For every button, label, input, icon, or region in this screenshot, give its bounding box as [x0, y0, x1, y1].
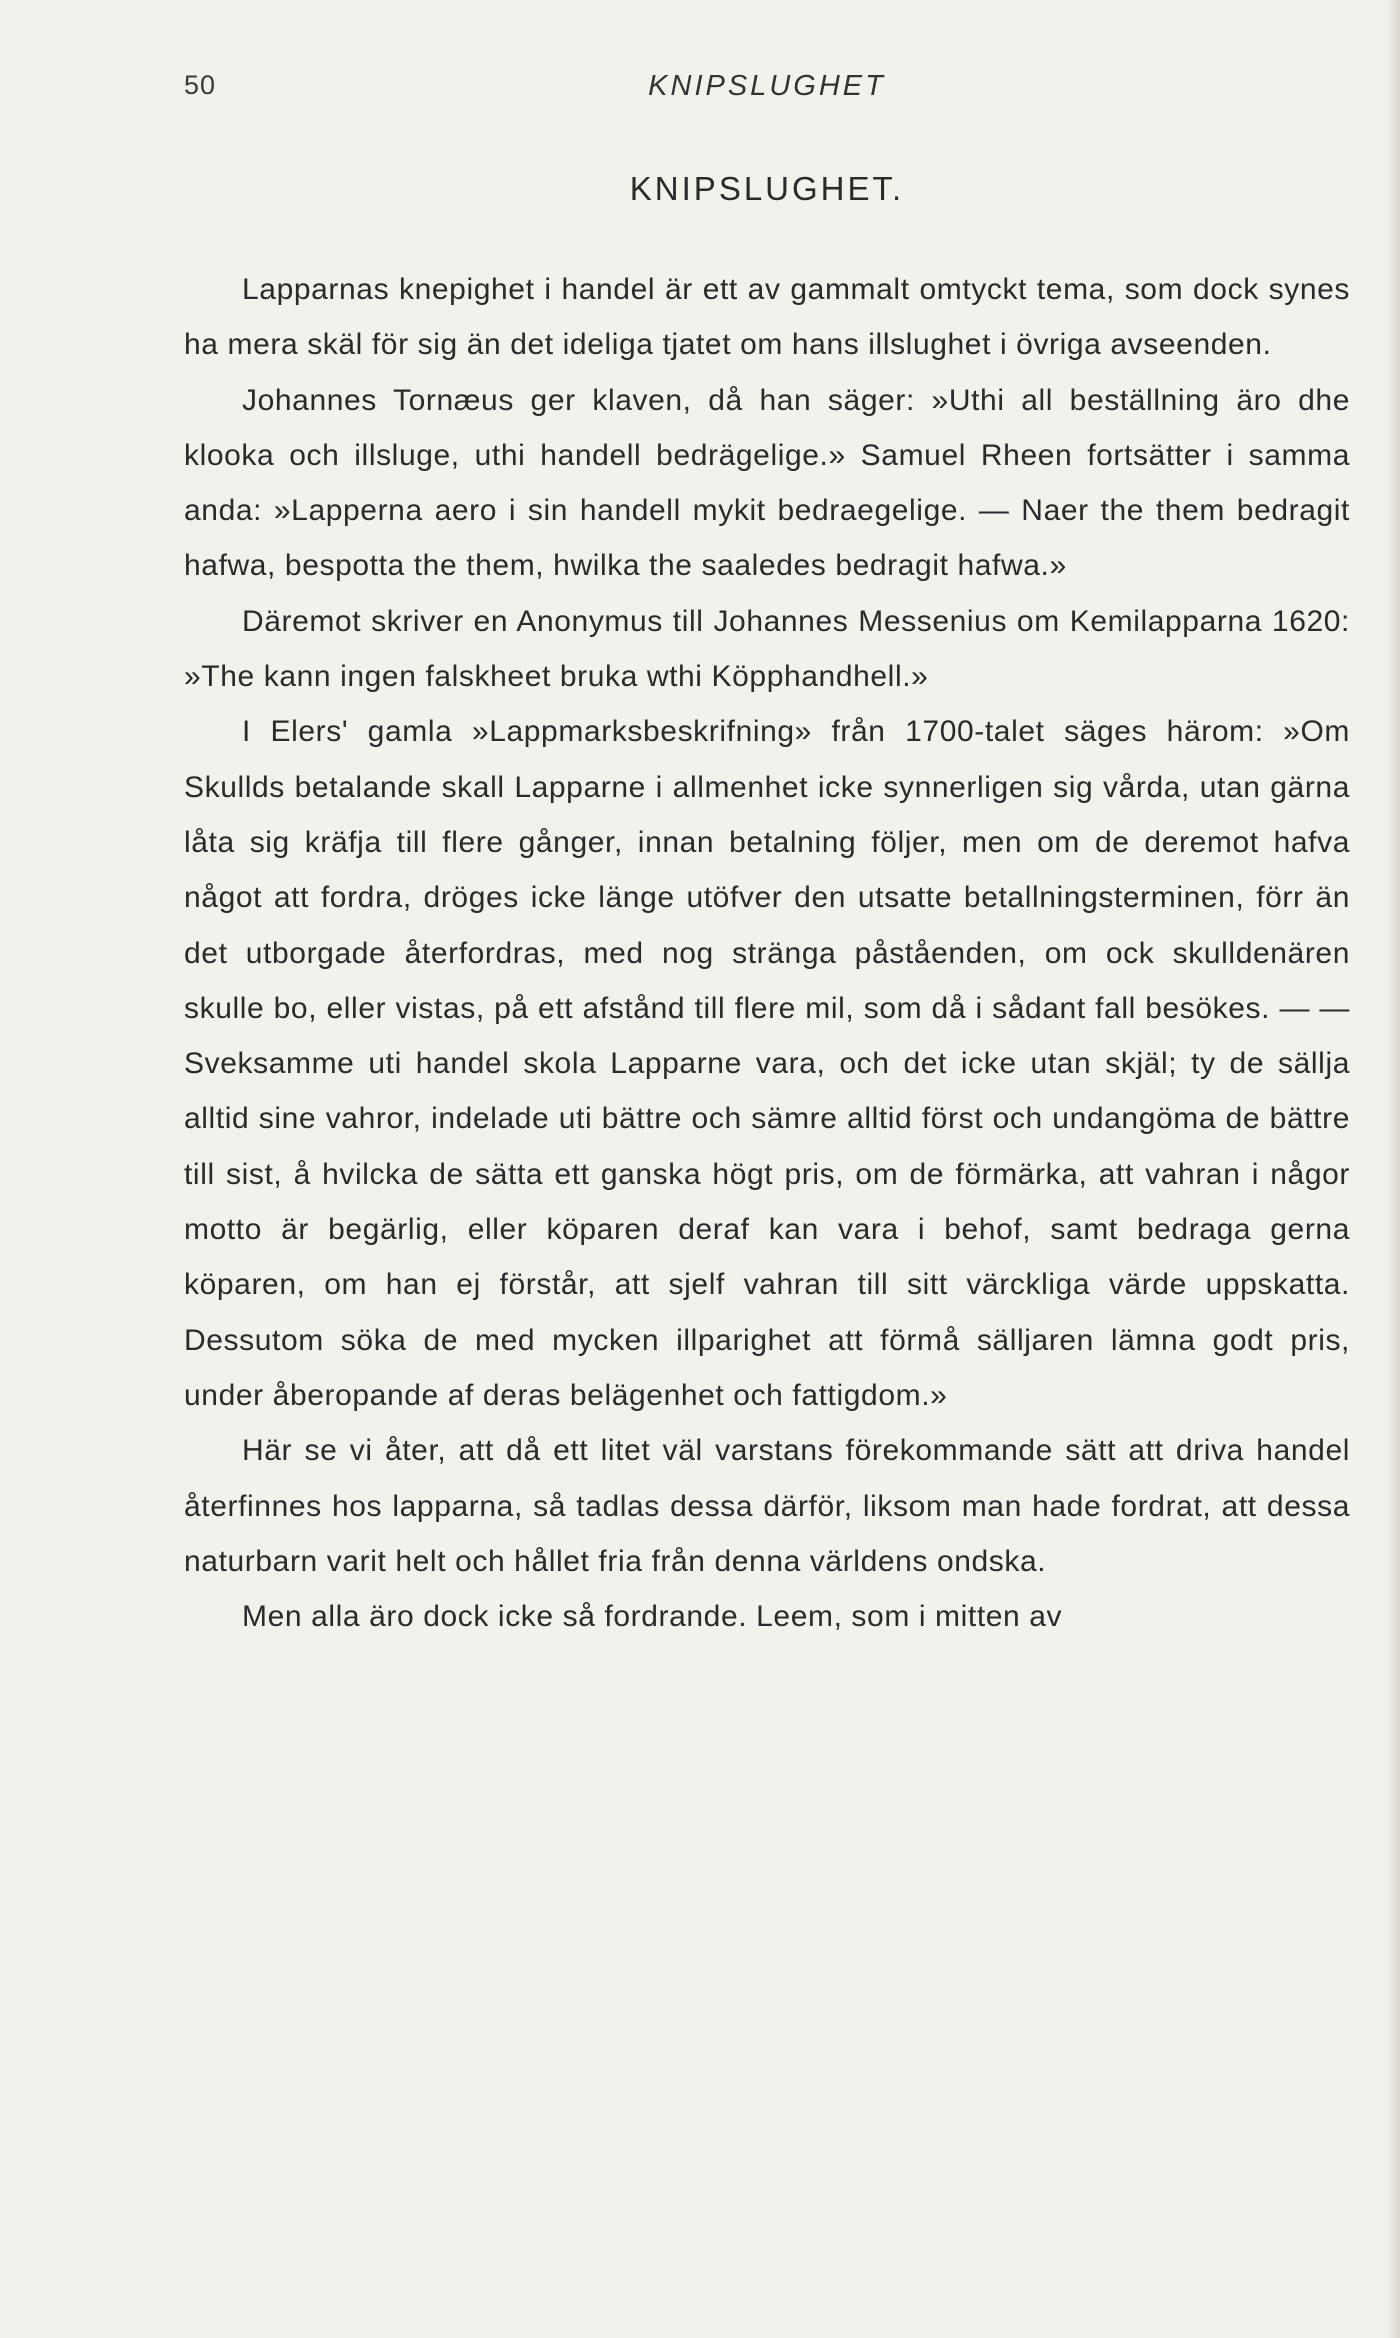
paragraph: Men alla äro dock icke så fordrande. Leem, som i mitten av	[242, 1600, 1063, 1634]
paragraph: Däremot skriver en Anonymus till Johannes Messenius om Kemilapparna 1620: »The kann ingen falskheet bruka wthi Köpphandhell.»	[184, 604, 1350, 694]
body-text	[184, 262, 1350, 1644]
paragraph: Här se vi åter, att då ett litet väl varstans förekommande sätt att driva handel återfinnes hos lapparna, så tadlas dessa därför, liksom man hade fordrat, att dessa naturbarn varit helt och hållet fria från denna världens ondska.	[184, 1434, 1350, 1578]
paragraph: Lapparnas knepighet i handel är ett av gammalt omtyckt tema, som dock synes ha mera skäl för sig än det ideliga tjatet om hans illslughet i övriga avseenden.	[184, 273, 1350, 362]
running-title: KNIPSLUGHET	[648, 70, 886, 102]
chapter-title: KNIPSLUGHET.	[629, 170, 905, 207]
page-number: 50	[184, 70, 217, 100]
running-header	[184, 70, 1350, 110]
paragraph: I Elers' gamla »Lappmarksbeskrifning» från 1700-talet säges härom: »Om Skullds betalande skall Lapparne i allmenhet icke synnerligen sig vårda, utan gärna låta sig kräfja till flere gånger, innan betalning följer, men om de deremot hafva något att fordra, dröges icke länge utöfver den utsatte betallningsterminen, förr än det utborgade återfordras, med nog stränga påståenden, om ock skulldenären skulle bo, eller vistas, på ett afstånd till flere mil, som då i sådant fall besökes. — — Sveksamme uti handel skola Lapparne vara, och det icke utan skjäl; ty de sällja alltid sine vahror, indelade uti bättre och sämre alltid först och undangöma de bättre till sist, å hvilcka de sätta ett ganska högt pris, om de förmärka, att vahran i någor motto är begärlig, eller köparen deraf kan vara i behof, samt bedraga gerna köparen, om han ej förstår, att sjelf vahran till sitt värckliga värde uppskatta. Dessutom söka de med mycken illparighet att förmå sälljaren lämna godt pris, under åberopande af deras belägenhet och fattigdom.»	[184, 715, 1350, 1412]
paragraph: Johannes Tornæus ger klaven, då han säger: »Uthi all beställning äro dhe klooka och illsluge, uthi handell bedrägelige.» Samuel Rheen fortsätter i samma anda: »Lapperna aero i sin handell mykit bedraegelige. — Naer the them bedragit hafwa, bespotta the them, hwilka the saaledes bedragit hafwa.»	[184, 383, 1350, 583]
page-edge	[1386, 0, 1400, 2338]
